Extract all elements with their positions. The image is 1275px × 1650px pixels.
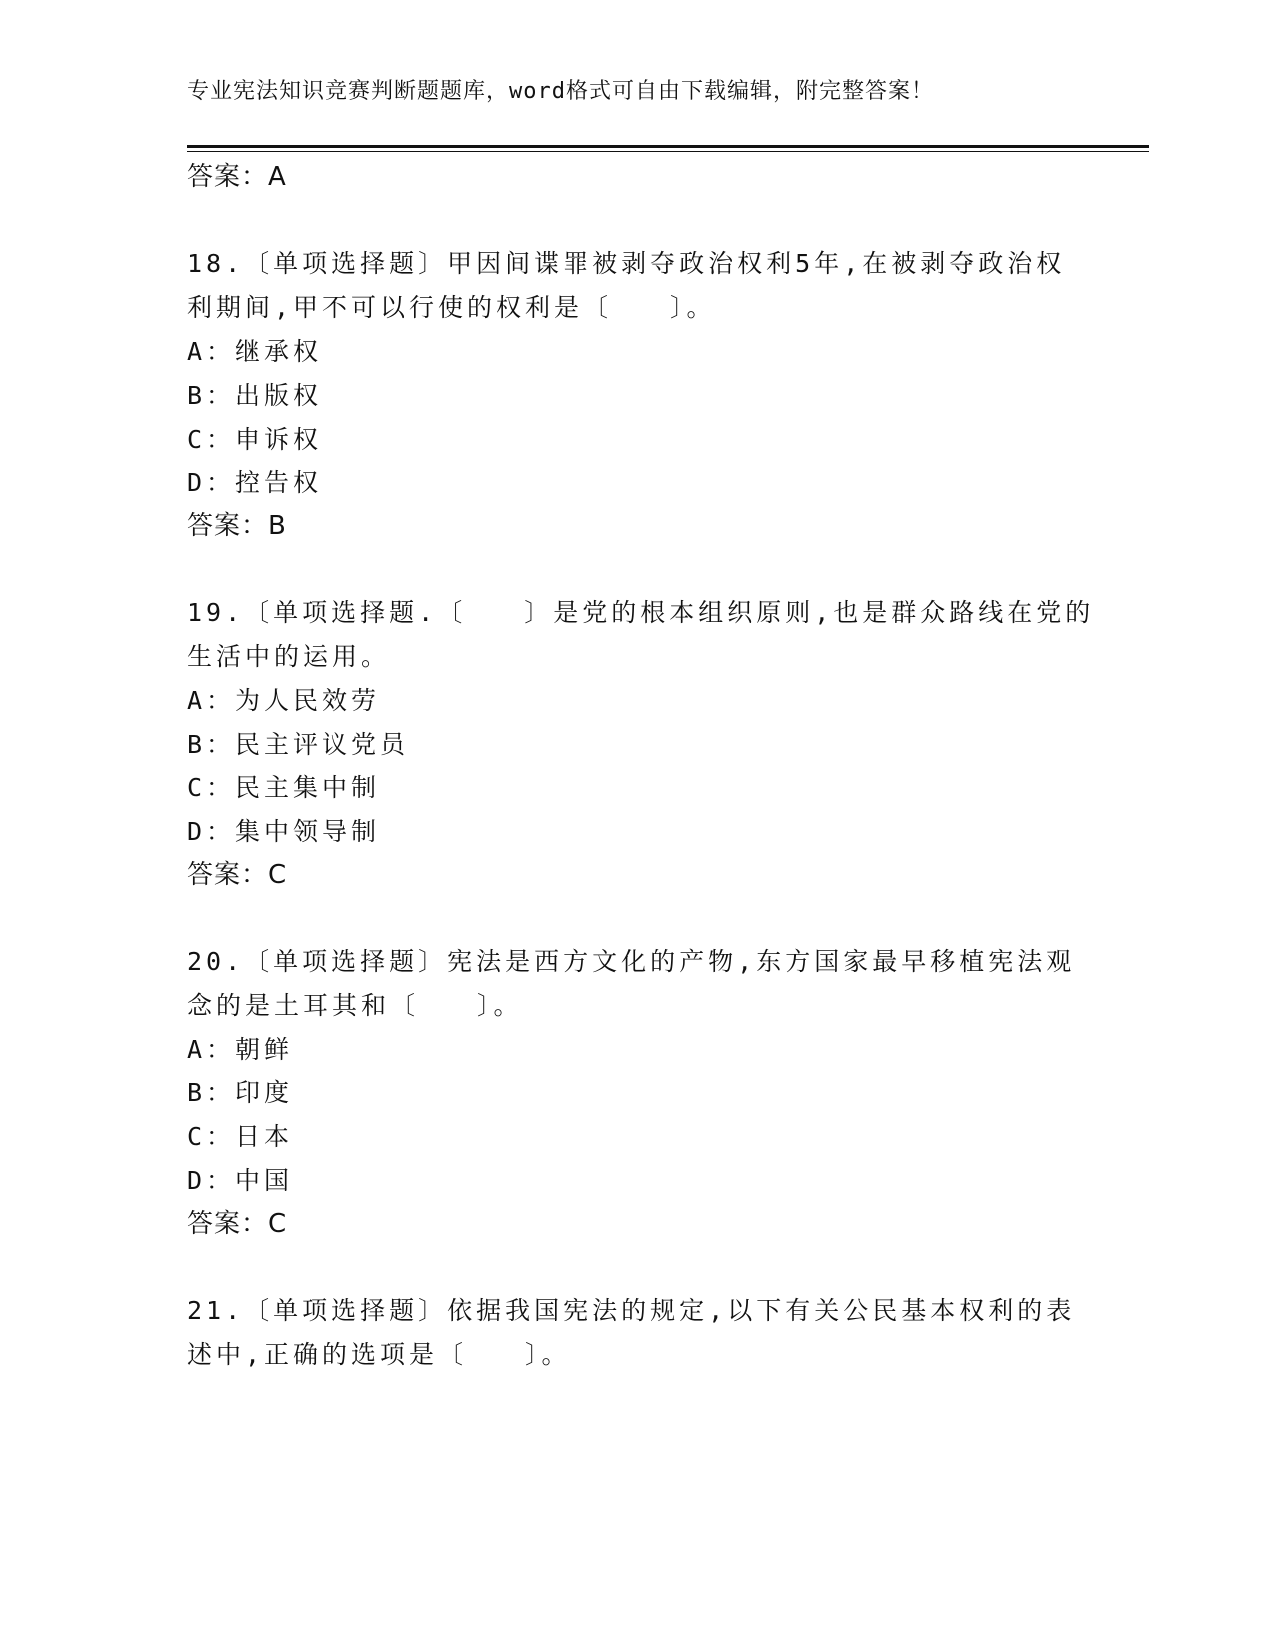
- page-header: 专业宪法知识竞赛判断题题库，word格式可自由下载编辑，附完整答案！: [187, 79, 934, 104]
- q18-option-b: B：出版权: [187, 381, 323, 410]
- q19-option-c: C：民主集中制: [187, 773, 381, 802]
- q20-option-b: B：印度: [187, 1078, 294, 1107]
- q18-option-c: C：申诉权: [187, 425, 323, 454]
- q19-answer: 答案：C: [187, 860, 288, 890]
- q20-option-d: D：中国: [187, 1166, 294, 1195]
- q19-option-d: D：集中领导制: [187, 817, 381, 846]
- header-rule-thin: [187, 151, 1149, 152]
- q18-option-d: D：控告权: [187, 468, 323, 497]
- q19-stem-line2: 生活中的运用。: [187, 642, 391, 671]
- q20-stem-line2: 念的是土耳其和〔 〕。: [187, 991, 523, 1020]
- q18-answer: 答案：B: [187, 511, 287, 541]
- q20-stem-line1: 20.〔单项选择题〕宪法是西方文化的产物,东方国家最早移植宪法观: [187, 947, 1076, 976]
- q20-option-c: C：日本: [187, 1122, 294, 1151]
- q18-stem-line2: 利期间,甲不可以行使的权利是〔 〕。: [187, 293, 716, 322]
- header-rule-thick: [187, 145, 1149, 148]
- q21-stem-line2: 述中,正确的选项是〔 〕。: [187, 1340, 571, 1369]
- q18-option-a: A：继承权: [187, 337, 323, 366]
- q21-stem-line1: 21.〔单项选择题〕依据我国宪法的规定,以下有关公民基本权利的表: [187, 1296, 1076, 1325]
- q20-option-a: A：朝鲜: [187, 1035, 294, 1064]
- q18-stem-line1: 18.〔单项选择题〕甲因间谍罪被剥夺政治权利5年,在被剥夺政治权: [187, 249, 1066, 278]
- q19-option-a: A：为人民效劳: [187, 686, 381, 715]
- q20-answer: 答案：C: [187, 1209, 288, 1239]
- q19-stem-line1: 19.〔单项选择题.〔 〕是党的根本组织原则,也是群众路线在党的: [187, 598, 1095, 627]
- answer-prev: 答案：A: [187, 162, 287, 192]
- q19-option-b: B：民主评议党员: [187, 730, 410, 759]
